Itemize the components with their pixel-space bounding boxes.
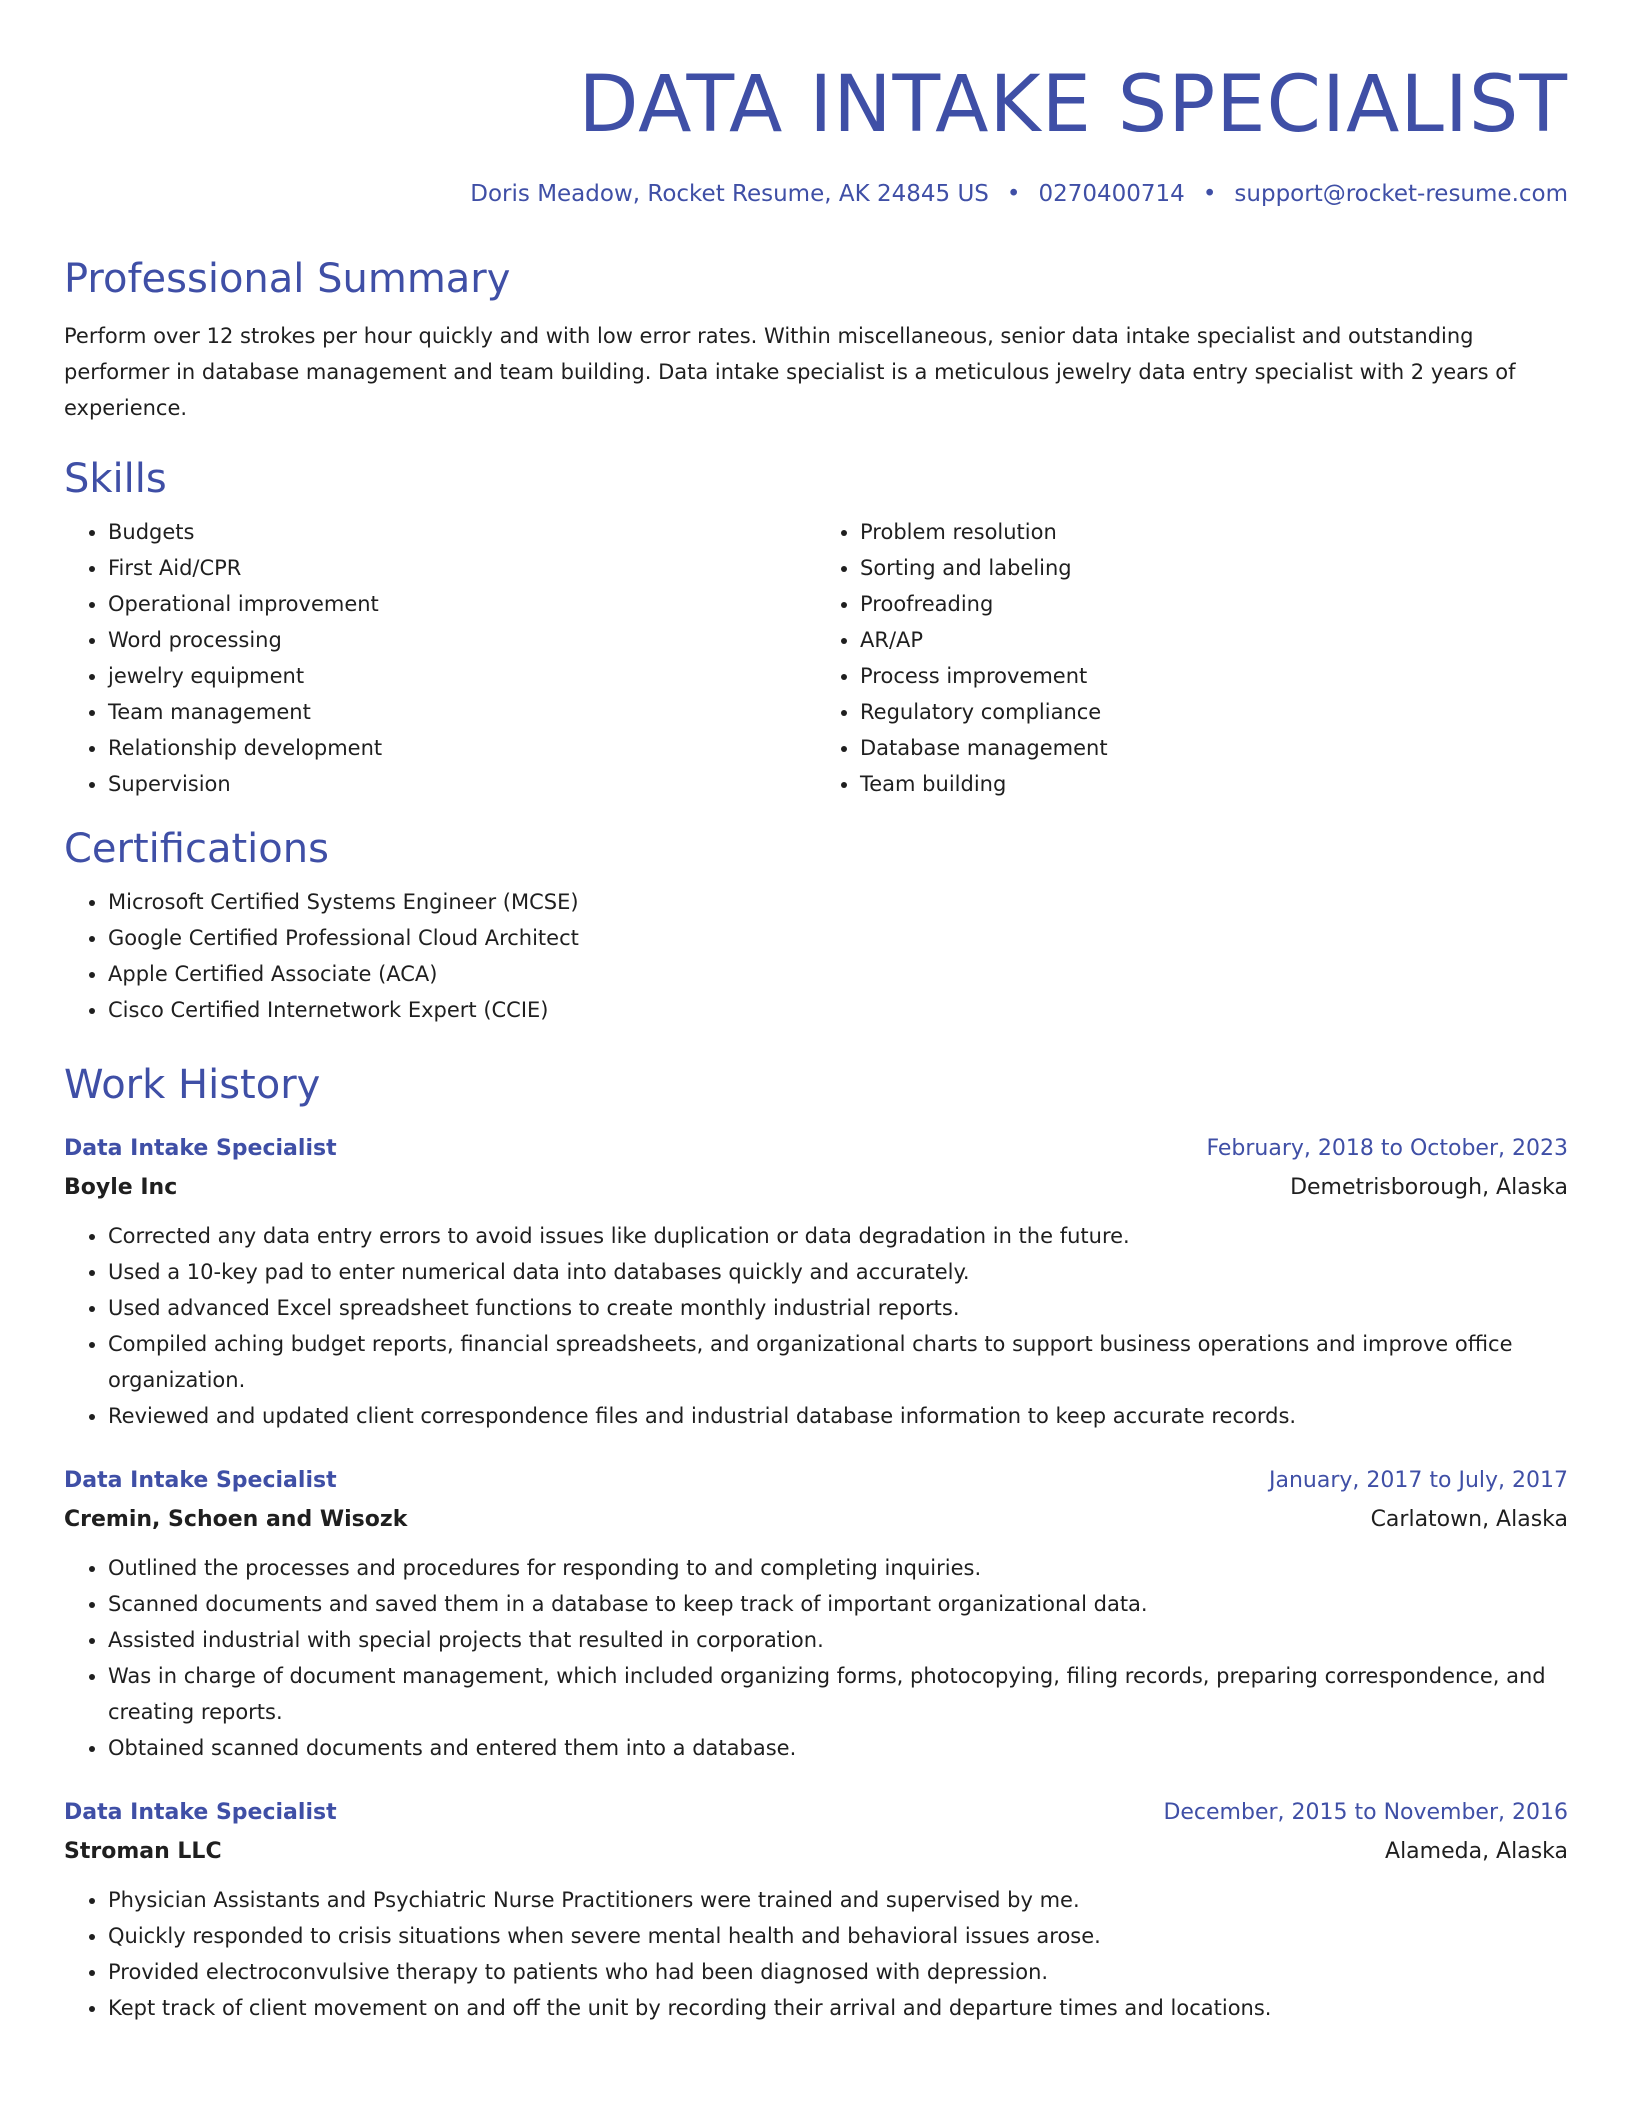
skill-item: • Word processing	[108, 622, 816, 658]
job-header-row	[64, 1462, 1568, 1500]
skill-item: • Operational improvement	[108, 586, 816, 622]
job-entry	[64, 1462, 1568, 1766]
contact-separator: •	[1202, 181, 1217, 207]
contact-email[interactable]: support@rocket-resume.com	[1234, 181, 1568, 207]
job-title: Data Intake Specialist	[64, 1800, 337, 1825]
skill-item: • Proofreading	[860, 586, 1568, 622]
job-company: Boyle Inc	[64, 1175, 178, 1200]
job-header-row	[64, 1130, 1568, 1168]
job-dates: December, 2015 to November, 2016	[1163, 1800, 1568, 1825]
job-bullet: • Used a 10-key pad to enter numerical data into databases quickly and accurately.	[108, 1254, 1568, 1290]
certification-item: • Apple Certified Associate (ACA)	[108, 956, 1568, 992]
job-bullet: • Provided electroconvulsive therapy to patients who had been diagnosed with depression.	[108, 1954, 1568, 1990]
resume-page	[64, 0, 1568, 2026]
skill-item: • Team management	[108, 694, 816, 730]
certification-item: • Microsoft Certified Systems Engineer (MCSE)	[108, 884, 1568, 920]
job-bullets	[64, 1882, 1568, 2026]
job-company-row	[64, 1168, 1568, 1208]
contact-address: Doris Meadow, Rocket Resume, AK 24845 US	[470, 181, 989, 207]
skill-item: • First Aid/CPR	[108, 550, 816, 586]
job-location: Alameda, Alaska	[1385, 1839, 1568, 1864]
job-bullet: • Kept track of client movement on and off the unit by recording their arrival and departure times and locations.	[108, 1990, 1568, 2026]
job-entry	[64, 1130, 1568, 1434]
summary-heading: Professional Summary	[64, 256, 511, 302]
job-entry	[64, 1794, 1568, 2026]
work-history-heading: Work History	[64, 1062, 321, 1108]
job-bullets	[64, 1218, 1568, 1434]
job-bullet: • Physician Assistants and Psychiatric Nurse Practitioners were trained and supervised by me.	[108, 1882, 1568, 1918]
skill-item: • AR/AP	[860, 622, 1568, 658]
job-dates: January, 2017 to July, 2017	[1269, 1468, 1568, 1493]
job-bullet: • Reviewed and updated client correspondence files and industrial database information to keep accurate records.	[108, 1398, 1568, 1434]
job-dates: February, 2018 to October, 2023	[1206, 1136, 1568, 1161]
job-bullet: • Corrected any data entry errors to avoid issues like duplication or data degradation in the future.	[108, 1218, 1568, 1254]
skill-item: • Team building	[860, 766, 1568, 802]
contact-separator: •	[1006, 181, 1021, 207]
job-bullet: • Used advanced Excel spreadsheet functions to create monthly industrial reports.	[108, 1290, 1568, 1326]
job-bullet: • Quickly responded to crisis situations when severe mental health and behavioral issues arose.	[108, 1918, 1568, 1954]
job-bullet: • Was in charge of document management, which included organizing forms, photocopying, filing records, preparing correspondence, and creating reports.	[108, 1658, 1568, 1730]
skill-item: • jewelry equipment	[108, 658, 816, 694]
skills-columns	[64, 514, 1568, 802]
skill-item: • Problem resolution	[860, 514, 1568, 550]
skills-heading: Skills	[64, 456, 167, 502]
contact-line	[64, 178, 1568, 210]
job-title: Data Intake Specialist	[64, 1136, 337, 1161]
contact-phone: 0270400714	[1038, 181, 1185, 207]
job-title: Data Intake Specialist	[64, 1468, 337, 1493]
summary-text: Perform over 12 strokes per hour quickly and with low error rates. Within miscellaneous, senior data intake specialist and outstanding performer in database management and team building. Data intake specialist is a meticulous jewelry data entry specialist with 2 years of experience.	[64, 324, 1516, 420]
skills-right-list	[816, 514, 1568, 802]
skill-item: • Database management	[860, 730, 1568, 766]
job-company: Stroman LLC	[64, 1839, 222, 1864]
skill-item: • Process improvement	[860, 658, 1568, 694]
skill-item: • Budgets	[108, 514, 816, 550]
skill-item: • Sorting and labeling	[860, 550, 1568, 586]
certifications-list	[64, 884, 1568, 1028]
skills-left-list	[64, 514, 816, 802]
job-bullet: • Outlined the processes and procedures for responding to and completing inquiries.	[108, 1550, 1568, 1586]
job-bullet: • Obtained scanned documents and entered them into a database.	[108, 1730, 1568, 1766]
job-location: Demetrisborough, Alaska	[1290, 1175, 1568, 1200]
skill-item: • Relationship development	[108, 730, 816, 766]
skill-item: • Supervision	[108, 766, 816, 802]
certification-item: • Google Certified Professional Cloud Architect	[108, 920, 1568, 956]
job-location: Carlatown, Alaska	[1370, 1507, 1568, 1532]
job-header-row	[64, 1794, 1568, 1832]
job-company-row	[64, 1500, 1568, 1540]
job-bullet: • Scanned documents and saved them in a database to keep track of important organizational data.	[108, 1586, 1568, 1622]
certifications-heading: Certifications	[64, 826, 329, 872]
certification-item: • Cisco Certified Internetwork Expert (CCIE)	[108, 992, 1568, 1028]
job-bullet: • Compiled aching budget reports, financial spreadsheets, and organizational charts to support business operations and improve office organization.	[108, 1326, 1568, 1398]
job-bullets	[64, 1550, 1568, 1766]
job-bullet: • Assisted industrial with special projects that resulted in corporation.	[108, 1622, 1568, 1658]
resume-title: DATA INTAKE SPECIALIST	[578, 60, 1568, 150]
skill-item: • Regulatory compliance	[860, 694, 1568, 730]
job-company-row	[64, 1832, 1568, 1872]
job-company: Cremin, Schoen and Wisozk	[64, 1507, 408, 1532]
